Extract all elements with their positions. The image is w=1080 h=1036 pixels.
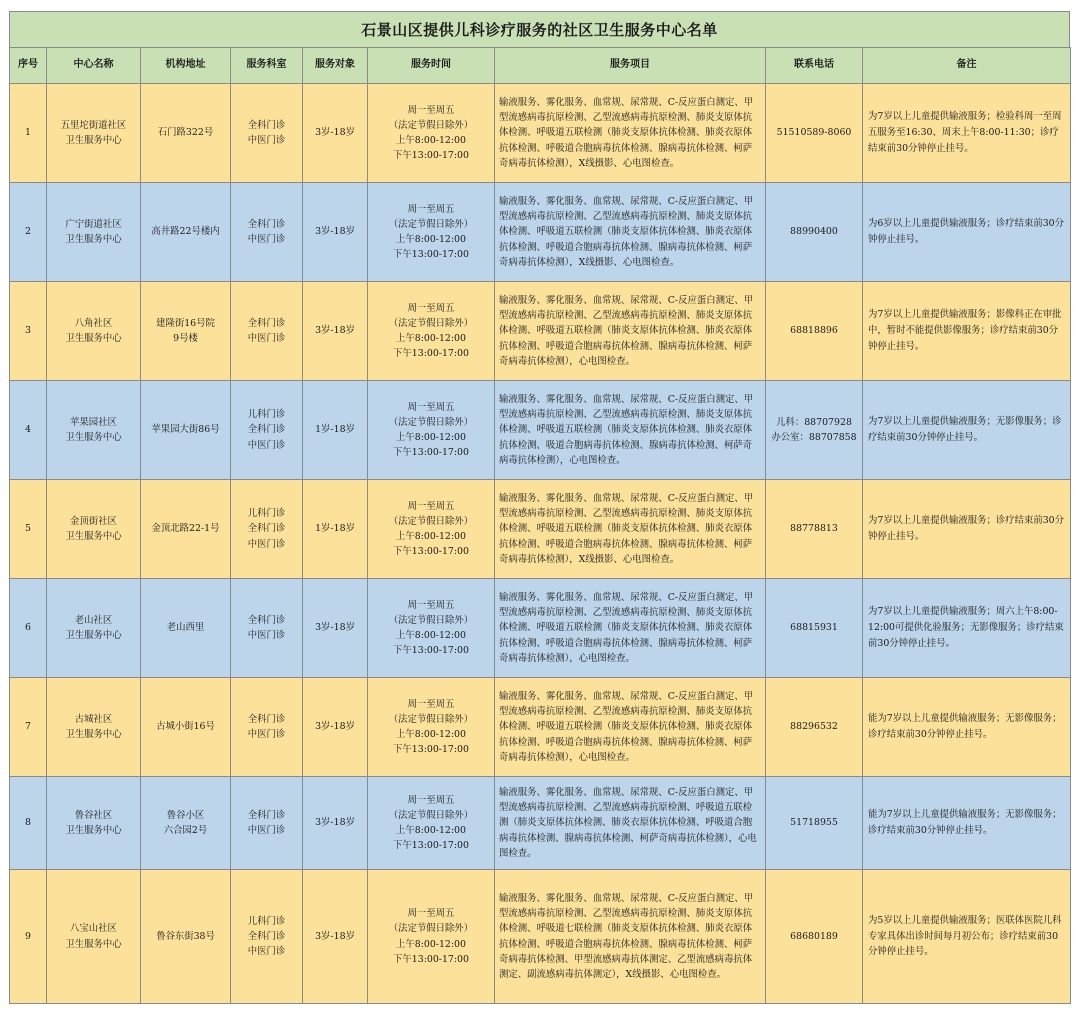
cell-center-name bbox=[47, 480, 141, 579]
cell-no-text: 1 bbox=[25, 127, 31, 139]
cell-services-text: 输液服务、雾化服务、血常规、尿常规、C-反应蛋白测定、甲型流感病毒抗原检测、乙型流感病毒抗原检测、肺炎支原体抗体检测、呼吸道五联检测（肺炎支原体抗体检测、肺炎衣原体抗体检测、呼吸道合胞病毒抗体检测、腺病毒抗体检测、柯萨奇病毒抗体检测），X线摄影、心电图检查。 bbox=[499, 492, 754, 565]
cell-target-text: 3岁-18岁 bbox=[315, 622, 355, 634]
header-target: 服务对象 bbox=[303, 48, 368, 84]
cell-services-text: 输液服务、雾化服务、血常规、尿常规、C-反应蛋白测定、甲型流感病毒抗原检测、乙型流感病毒抗原检测、肺炎支原体抗体检测、呼吸道七联检测（肺炎支原体抗体检测、肺炎衣原体抗体检测、呼吸道合胞病毒抗体检测、腺病毒抗体检测、柯萨奇病毒抗体检测、甲型流感病毒抗体测定、乙型流感病毒抗体测定、副流感病毒抗体测定），X线摄影、心电图检查。 bbox=[499, 892, 754, 980]
cell-address bbox=[141, 579, 231, 678]
cell-services bbox=[495, 480, 766, 579]
cell-address bbox=[141, 678, 231, 777]
cell-no bbox=[10, 183, 47, 282]
cell-phone-text: 51718955 bbox=[790, 817, 838, 829]
header-no: 序号 bbox=[10, 48, 47, 84]
cell-center-name-text: 八宝山社区 卫生服务中心 bbox=[65, 923, 122, 950]
cell-services bbox=[495, 870, 766, 1004]
cell-phone bbox=[766, 678, 863, 777]
cell-center-name-text: 八角社区 卫生服务中心 bbox=[65, 317, 122, 344]
cell-services-text: 输液服务、雾化服务、血常规、尿常规、C-反应蛋白测定、甲型流感病毒抗原检测、乙型流感病毒抗原检测、肺炎支原体抗体检测、呼吸道五联检测（肺炎支原体抗体检测、肺炎衣原体抗体检测、呼吸道合胞病毒抗体检测、腺病毒抗体检测、柯萨奇病毒抗体检测），心电图检查。 bbox=[499, 591, 754, 664]
cell-phone-text: 88990400 bbox=[790, 226, 838, 238]
cell-center-name-text: 金顶街社区 卫生服务中心 bbox=[65, 515, 122, 542]
cell-services bbox=[495, 678, 766, 777]
cell-address bbox=[141, 381, 231, 480]
cell-dept-text: 全科门诊 中医门诊 bbox=[247, 317, 286, 344]
cell-hours bbox=[368, 678, 495, 777]
cell-dept-text: 全科门诊 中医门诊 bbox=[247, 713, 286, 740]
cell-phone-text: 68818896 bbox=[790, 325, 838, 337]
cell-phone bbox=[766, 480, 863, 579]
cell-address-text: 古城小街16号 bbox=[156, 721, 215, 733]
cell-dept-text: 全科门诊 中医门诊 bbox=[247, 809, 286, 836]
cell-center-name-text: 鲁谷社区 卫生服务中心 bbox=[65, 809, 122, 836]
cell-services-text: 输液服务、雾化服务、血常规、尿常规、C-反应蛋白测定、甲型流感病毒抗原检测、乙型流感病毒抗原检测、呼吸道五联检测（肺炎支原体抗体检测、肺炎衣原体抗体检测、呼吸道合胞病毒抗体检测、腺病毒抗体检测、柯萨奇病毒抗体检测），心电图检查。 bbox=[499, 786, 757, 859]
cell-dept-text: 全科门诊 中医门诊 bbox=[247, 119, 286, 146]
cell-notes-text: 为7岁以上儿童提供输液服务；周六上午8:00-12:00可提供化验服务；无影像服务；诊疗结束前30分钟停止挂号。 bbox=[868, 606, 1064, 649]
cell-dept bbox=[231, 183, 303, 282]
cell-hours bbox=[368, 480, 495, 579]
cell-hours-text: 周一至周五 （法定节假日除外） 上午8:00-12:00 下午13:00-17:00 bbox=[388, 794, 474, 852]
cell-center-name bbox=[47, 282, 141, 381]
cell-target-text: 3岁-18岁 bbox=[315, 226, 355, 238]
cell-hours bbox=[368, 777, 495, 870]
cell-no-text: 9 bbox=[25, 930, 31, 942]
cell-center-name-text: 苹果园社区 卫生服务中心 bbox=[65, 416, 122, 443]
cell-target-text: 3岁-18岁 bbox=[315, 817, 355, 829]
cell-no bbox=[10, 777, 47, 870]
cell-target bbox=[303, 678, 368, 777]
cell-hours-text: 周一至周五 （法定节假日除外） 上午8:00-12:00 下午13:00-17:00 bbox=[388, 698, 474, 756]
cell-address bbox=[141, 84, 231, 183]
header-address: 机构地址 bbox=[141, 48, 231, 84]
cell-dept-text: 儿科门诊 全科门诊 中医门诊 bbox=[247, 508, 286, 550]
cell-phone bbox=[766, 84, 863, 183]
cell-target bbox=[303, 183, 368, 282]
cell-dept bbox=[231, 381, 303, 480]
cell-hours bbox=[368, 282, 495, 381]
cell-target bbox=[303, 282, 368, 381]
cell-notes-text: 为6岁以上儿童提供输液服务；诊疗结束前30分钟停止挂号。 bbox=[868, 218, 1065, 245]
center-table bbox=[9, 47, 1071, 1004]
cell-address bbox=[141, 870, 231, 1004]
cell-address-text: 鲁谷小区 六合园2号 bbox=[163, 809, 208, 836]
cell-phone bbox=[766, 381, 863, 480]
header-phone: 联系电话 bbox=[766, 48, 863, 84]
cell-hours-text: 周一至周五 （法定节假日除外） 上午8:00-12:00 下午13:00-17:00 bbox=[388, 500, 474, 558]
cell-hours-text: 周一至周五 （法定节假日除外） 上午8:00-12:00 下午13:00-17:00 bbox=[388, 203, 474, 261]
cell-dept-text: 儿科门诊 全科门诊 中医门诊 bbox=[247, 915, 286, 958]
cell-notes-text: 为7岁以上儿童提供输液服务；无影像服务；诊疗结束前30分钟停止挂号。 bbox=[868, 416, 1062, 443]
cell-target bbox=[303, 480, 368, 579]
cell-phone bbox=[766, 183, 863, 282]
cell-no-text: 7 bbox=[25, 721, 31, 733]
cell-address-text: 金顶北路22-1号 bbox=[151, 523, 220, 535]
cell-hours bbox=[368, 870, 495, 1004]
cell-notes bbox=[863, 84, 1071, 183]
table-sheet bbox=[9, 11, 1070, 1021]
table-row bbox=[10, 870, 1071, 1004]
cell-center-name-text: 五里坨街道社区 卫生服务中心 bbox=[60, 119, 127, 146]
cell-target bbox=[303, 870, 368, 1004]
cell-dept bbox=[231, 579, 303, 678]
cell-phone bbox=[766, 579, 863, 678]
cell-notes-text: 为5岁以上儿童提供输液服务；医联体医院儿科专家具体出诊时间每月初公布；诊疗结束前30分钟停止挂号。 bbox=[868, 914, 1062, 958]
cell-services-text: 输液服务、雾化服务、血常规、尿常规、C-反应蛋白测定、甲型流感病毒抗原检测、乙型流感病毒抗原检测、肺炎支原体抗体检测、呼吸道五联检测（肺炎支原体抗体检测、肺炎衣原体抗体检测、呼吸道合胞病毒抗体检测、腺病毒抗体检测、柯萨奇病毒抗体检测），X线摄影、心电图检查。 bbox=[499, 195, 754, 268]
cell-notes bbox=[863, 381, 1071, 480]
cell-target-text: 3岁-18岁 bbox=[315, 721, 355, 733]
cell-hours bbox=[368, 579, 495, 678]
cell-address-text: 高井路22号楼内 bbox=[151, 226, 220, 238]
table-row bbox=[10, 777, 1071, 870]
cell-center-name bbox=[47, 183, 141, 282]
cell-hours-text: 周一至周五 （法定节假日除外） 上午8:00-12:00 下午13:00-17:00 bbox=[388, 401, 474, 459]
cell-no-text: 4 bbox=[25, 424, 31, 436]
cell-phone-text: 88296532 bbox=[790, 721, 838, 733]
cell-dept bbox=[231, 84, 303, 183]
cell-dept-text: 全科门诊 中医门诊 bbox=[247, 614, 286, 641]
cell-target-text: 3岁-18岁 bbox=[315, 325, 355, 337]
page-title: 石景山区提供儿科诊疗服务的社区卫生服务中心名单 bbox=[9, 11, 1070, 47]
cell-notes bbox=[863, 282, 1071, 381]
cell-no-text: 2 bbox=[25, 226, 31, 238]
cell-phone-text: 51510589-8060 bbox=[776, 127, 852, 139]
cell-address-text: 建隆街16号院 9号楼 bbox=[156, 317, 215, 344]
table-body bbox=[10, 84, 1071, 1004]
cell-no bbox=[10, 84, 47, 183]
cell-no-text: 8 bbox=[25, 817, 31, 829]
cell-services bbox=[495, 579, 766, 678]
cell-target bbox=[303, 579, 368, 678]
cell-services-text: 输液服务、雾化服务、血常规、尿常规、C-反应蛋白测定、甲型流感病毒抗原检测、乙型流感病毒抗原检测、肺炎支原体抗体检测、呼吸道五联检测（肺炎支原体抗体检测、肺炎衣原体抗体检测、呼吸道合胞病毒抗体检测、腺病毒抗体检测、柯萨奇病毒抗体检测），心电图检查。 bbox=[499, 294, 754, 367]
cell-target bbox=[303, 777, 368, 870]
table-row bbox=[10, 84, 1071, 183]
table-row bbox=[10, 480, 1071, 579]
cell-phone-text: 68815931 bbox=[790, 622, 838, 634]
cell-center-name bbox=[47, 579, 141, 678]
cell-target-text: 3岁-18岁 bbox=[315, 127, 355, 139]
header-row bbox=[10, 48, 1071, 84]
cell-dept bbox=[231, 480, 303, 579]
cell-address-text: 老山西里 bbox=[166, 622, 205, 634]
header-name: 中心名称 bbox=[47, 48, 141, 84]
cell-notes-text: 能为7岁以上儿童提供输液服务；无影像服务；诊疗结束前30分钟停止挂号。 bbox=[868, 809, 1062, 836]
cell-notes bbox=[863, 870, 1071, 1004]
cell-center-name bbox=[47, 381, 141, 480]
cell-no-text: 3 bbox=[25, 325, 31, 337]
cell-phone-text: 88778813 bbox=[790, 523, 838, 535]
cell-target-text: 3岁-18岁 bbox=[315, 930, 355, 942]
cell-hours bbox=[368, 381, 495, 480]
cell-services bbox=[495, 84, 766, 183]
cell-services bbox=[495, 381, 766, 480]
cell-dept-text: 全科门诊 中医门诊 bbox=[247, 218, 286, 245]
cell-phone-text: 68680189 bbox=[790, 930, 838, 942]
table-row bbox=[10, 381, 1071, 480]
cell-address bbox=[141, 282, 231, 381]
cell-address-text: 苹果园大街86号 bbox=[151, 424, 220, 436]
cell-address bbox=[141, 183, 231, 282]
cell-services bbox=[495, 282, 766, 381]
header-services: 服务项目 bbox=[495, 48, 766, 84]
cell-target-text: 1岁-18岁 bbox=[315, 424, 355, 436]
cell-phone bbox=[766, 282, 863, 381]
cell-notes bbox=[863, 777, 1071, 870]
cell-notes bbox=[863, 480, 1071, 579]
cell-center-name bbox=[47, 870, 141, 1004]
cell-center-name bbox=[47, 84, 141, 183]
header-dept: 服务科室 bbox=[231, 48, 303, 84]
cell-no bbox=[10, 381, 47, 480]
cell-center-name-text: 老山社区 卫生服务中心 bbox=[65, 614, 122, 641]
cell-address bbox=[141, 480, 231, 579]
cell-target bbox=[303, 84, 368, 183]
cell-hours-text: 周一至周五 （法定节假日除外） 上午8:00-12:00 下午13:00-17:00 bbox=[388, 104, 474, 162]
cell-hours-text: 周一至周五 （法定节假日除外） 上午8:00-12:00 下午13:00-17:00 bbox=[388, 302, 474, 360]
header-notes: 备注 bbox=[863, 48, 1071, 84]
cell-hours-text: 周一至周五 （法定节假日除外） 上午8:00-12:00 下午13:00-17:00 bbox=[388, 599, 474, 657]
cell-center-name-text: 广宁街道社区 卫生服务中心 bbox=[65, 218, 122, 245]
cell-no bbox=[10, 579, 47, 678]
cell-phone bbox=[766, 870, 863, 1004]
cell-no bbox=[10, 480, 47, 579]
cell-notes-text: 为7岁以上儿童提供输液服务；检验科周一至周五服务至16:30、周末上午8:00-11:30；诊疗结束前30分钟停止挂号。 bbox=[868, 111, 1062, 154]
cell-center-name-text: 古城社区 卫生服务中心 bbox=[65, 713, 122, 740]
cell-center-name bbox=[47, 777, 141, 870]
cell-services-text: 输液服务、雾化服务、血常规、尿常规、C-反应蛋白测定、甲型流感病毒抗原检测、乙型流感病毒抗原检测、肺炎支原体抗体检测、呼吸道五联检测（肺炎支原体抗体检测、肺炎衣原体抗体检测、吸道合胞病毒抗体检测、腺病毒抗体检测、柯萨奇病毒抗体检测），心电图检查。 bbox=[499, 393, 754, 466]
cell-no-text: 5 bbox=[25, 523, 31, 535]
cell-no bbox=[10, 282, 47, 381]
cell-target-text: 1岁-18岁 bbox=[315, 523, 355, 535]
table-row bbox=[10, 678, 1071, 777]
cell-services bbox=[495, 183, 766, 282]
cell-dept bbox=[231, 282, 303, 381]
cell-notes bbox=[863, 678, 1071, 777]
cell-phone bbox=[766, 777, 863, 870]
cell-no bbox=[10, 678, 47, 777]
cell-hours-text: 周一至周五 （法定节假日除外） 上午8:00-12:00 下午13:00-17:00 bbox=[388, 908, 474, 965]
cell-address-text: 石门路322号 bbox=[157, 127, 214, 139]
cell-dept bbox=[231, 777, 303, 870]
cell-address-text: 鲁谷东街38号 bbox=[156, 930, 215, 942]
cell-dept bbox=[231, 678, 303, 777]
table-row bbox=[10, 183, 1071, 282]
cell-address bbox=[141, 777, 231, 870]
cell-notes-text: 为7岁以上儿童提供输液服务；影像科正在审批中，暂时不能提供影像服务；诊疗结束前30分钟停止挂号。 bbox=[868, 309, 1062, 352]
cell-services-text: 输液服务、雾化服务、血常规、尿常规、C-反应蛋白测定、甲型流感病毒抗原检测、乙型流感病毒抗原检测、肺炎支原体抗体检测、呼吸道五联检测（肺炎支原体抗体检测、肺炎衣原体抗体检测、呼吸道合胞病毒抗体检测、腺病毒抗体检测、柯萨奇病毒抗体检测），心电图检查。 bbox=[499, 690, 754, 763]
table-row bbox=[10, 282, 1071, 381]
cell-dept bbox=[231, 870, 303, 1004]
cell-notes bbox=[863, 183, 1071, 282]
cell-notes bbox=[863, 579, 1071, 678]
header-hours: 服务时间 bbox=[368, 48, 495, 84]
table-row bbox=[10, 579, 1071, 678]
cell-no bbox=[10, 870, 47, 1004]
cell-services bbox=[495, 777, 766, 870]
cell-hours bbox=[368, 183, 495, 282]
cell-hours bbox=[368, 84, 495, 183]
cell-dept-text: 儿科门诊 全科门诊 中医门诊 bbox=[247, 409, 286, 451]
cell-center-name bbox=[47, 678, 141, 777]
cell-phone-text: 儿科：88707928 办公室：88707858 bbox=[771, 416, 857, 443]
cell-services-text: 输液服务、雾化服务、血常规、尿常规、C-反应蛋白测定、甲型流感病毒抗原检测、乙型流感病毒抗原检测、肺炎支原体抗体检测、呼吸道五联检测（肺炎支原体抗体检测、肺炎衣原体抗体检测、呼吸道合胞病毒抗体检测、腺病毒抗体检测、柯萨奇病毒抗体检测），X线摄影、心电图检查。 bbox=[499, 96, 754, 169]
cell-notes-text: 能为7岁以上儿童提供输液服务；无影像服务；诊疗结束前30分钟停止挂号。 bbox=[868, 713, 1062, 740]
cell-notes-text: 为7岁以上儿童提供输液服务；诊疗结束前30分钟停止挂号。 bbox=[868, 515, 1065, 542]
cell-no-text: 6 bbox=[25, 622, 31, 634]
cell-target bbox=[303, 381, 368, 480]
